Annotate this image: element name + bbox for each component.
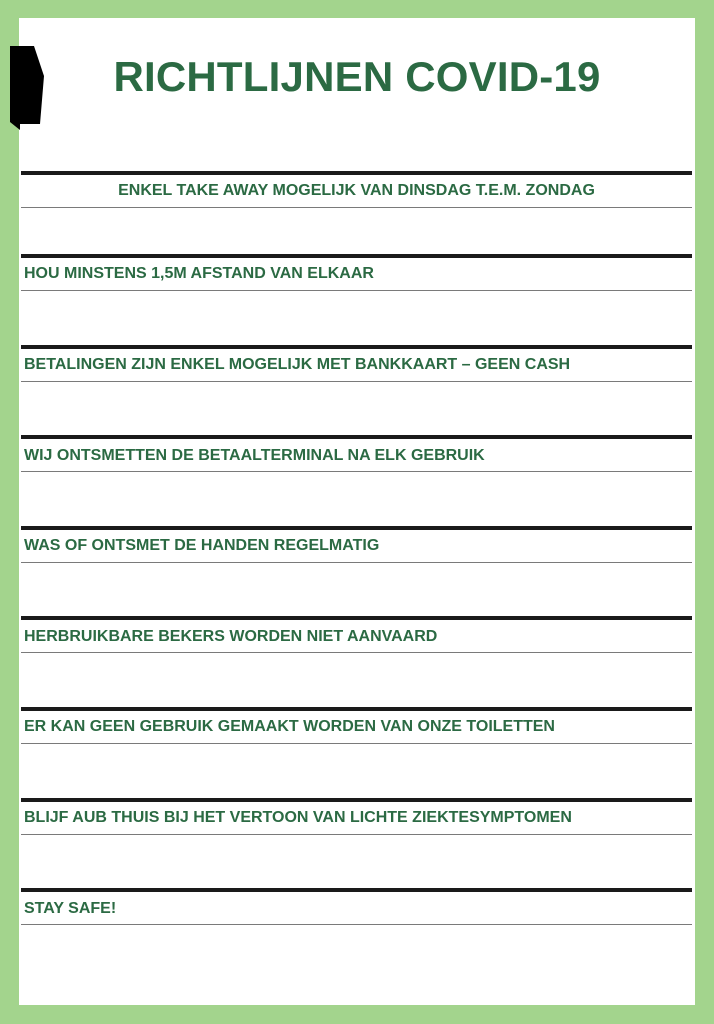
guideline-bottom-rule xyxy=(21,924,692,925)
guideline-bottom-rule xyxy=(21,743,692,744)
poster-sheet xyxy=(19,18,695,1005)
guideline-item: ER KAN GEEN GEBRUIK GEMAAKT WORDEN VAN ONZE TOILETTEN xyxy=(24,718,555,735)
guideline-item: BLIJF AUB THUIS BIJ HET VERTOON VAN LICHTE ZIEKTESYMPTOMEN xyxy=(24,809,572,826)
guideline-top-rule xyxy=(21,888,692,892)
guideline-item: HERBRUIKBARE BEKERS WORDEN NIET AANVAARD xyxy=(24,628,438,645)
guideline-top-rule xyxy=(21,345,692,349)
poster-title: RICHTLIJNEN COVID-19 xyxy=(113,53,601,100)
guideline-top-rule xyxy=(21,171,692,175)
guideline-item: WIJ ONTSMETTEN DE BETAALTERMINAL NA ELK GEBRUIK xyxy=(24,447,485,464)
guideline-bottom-rule xyxy=(21,381,692,382)
guideline-bottom-rule xyxy=(21,207,692,208)
guideline-top-rule xyxy=(21,526,692,530)
guideline-item: ENKEL TAKE AWAY MOGELIJK VAN DINSDAG T.E.M. ZONDAG xyxy=(118,182,595,199)
guideline-top-rule xyxy=(21,798,692,802)
guideline-bottom-rule xyxy=(21,652,692,653)
guideline-bottom-rule xyxy=(21,834,692,835)
guideline-top-rule xyxy=(21,254,692,258)
guideline-item: HOU MINSTENS 1,5M AFSTAND VAN ELKAAR xyxy=(24,265,374,282)
guideline-top-rule xyxy=(21,707,692,711)
guideline-top-rule xyxy=(21,616,692,620)
guideline-bottom-rule xyxy=(21,290,692,291)
guideline-bottom-rule xyxy=(21,471,692,472)
guideline-item: BETALINGEN ZIJN ENKEL MOGELIJK MET BANKKAART – GEEN CASH xyxy=(24,356,571,373)
guideline-item: WAS OF ONTSMET DE HANDEN REGELMATIG xyxy=(24,537,380,554)
guideline-item: STAY SAFE! xyxy=(24,900,117,917)
guideline-top-rule xyxy=(21,435,692,439)
guideline-bottom-rule xyxy=(21,562,692,563)
